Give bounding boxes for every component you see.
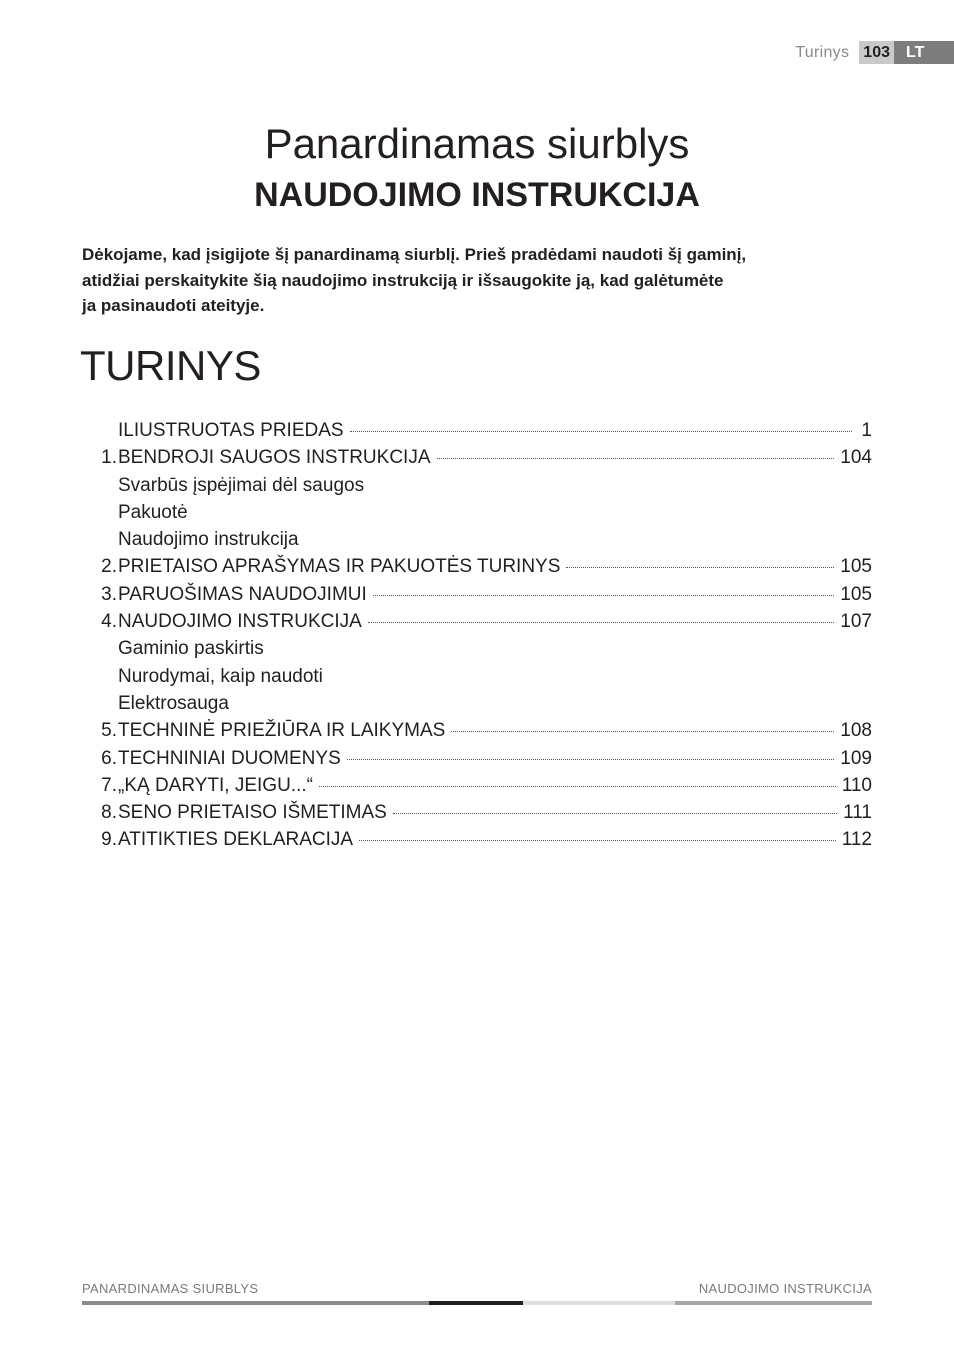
toc-entry-label: TECHNINIAI DUOMENYS: [118, 747, 341, 769]
toc-entry-page: 108: [840, 720, 872, 742]
page-header: [795, 41, 954, 64]
toc-dot-leader: [350, 431, 852, 432]
toc-entry-label: PRIETAISO APRAŠYMAS IR PAKUOTĖS TURINYS: [118, 556, 561, 578]
toc-entry: [82, 556, 872, 583]
toc-subentry: [82, 666, 872, 693]
intro-line: ja pasinaudoti ateityje.: [82, 296, 265, 315]
toc-entry-label: Svarbūs įspėjimai dėl saugos: [118, 474, 365, 496]
toc-entry-page: 110: [841, 774, 872, 796]
toc-dot-leader: [437, 458, 835, 459]
toc-entry-page: 111: [843, 802, 872, 824]
toc-entry-label: PARUOŠIMAS NAUDOJIMUI: [118, 583, 367, 605]
toc-entry-label: „KĄ DARYTI, JEIGU...“: [118, 774, 313, 796]
footer-rule-segment: [82, 1301, 429, 1305]
toc-entry-page: 112: [841, 829, 872, 851]
toc-entry-number: 3.: [101, 583, 117, 605]
toc-entry-label: ATITIKTIES DEKLARACIJA: [118, 829, 354, 851]
toc-entry-number: 9.: [101, 829, 117, 851]
toc-subentry: [82, 475, 872, 502]
footer-document-name: NAUDOJIMO INSTRUKCIJA: [698, 1281, 872, 1296]
toc-entry-number: 2.: [101, 556, 117, 578]
toc-dot-leader: [359, 840, 836, 841]
toc-entry-number: 5.: [101, 720, 117, 742]
toc-entry-label: Naudojimo instrukcija: [118, 529, 299, 551]
header-page-number: 103: [859, 41, 894, 64]
toc-subentry: [82, 502, 872, 529]
header-language-tab: LT: [894, 41, 954, 64]
toc-entry-page: 107: [840, 611, 872, 633]
footer-product-name: PANARDINAMAS SIURBLYS: [82, 1281, 259, 1296]
document-title: NAUDOJIMO INSTRUKCIJA: [254, 176, 700, 214]
toc-entry: [82, 775, 872, 802]
toc-entry-label: SENO PRIETAISO IŠMETIMAS: [118, 802, 387, 824]
toc-entry-page: 104: [840, 447, 872, 469]
toc-entry-page: 105: [840, 583, 872, 605]
toc-entry-number: 4.: [101, 611, 117, 633]
intro-paragraph: [82, 242, 872, 319]
toc-entry-label: NAUDOJIMO INSTRUKCIJA: [118, 611, 362, 633]
toc-dot-leader: [368, 622, 834, 623]
toc-heading: TURINYS: [80, 342, 261, 389]
toc-entry: [82, 748, 872, 775]
intro-line: Dėkojame, kad įsigijote šį panardinamą siurblį. Prieš pradėdami naudoti šį gaminį,: [82, 245, 747, 264]
toc-entry-label: BENDROJI SAUGOS INSTRUKCIJA: [118, 447, 431, 469]
toc-entry: [82, 611, 872, 638]
footer-rule-segment: [523, 1301, 675, 1305]
toc-dot-leader: [373, 595, 835, 596]
toc-entry-label: Pakuotė: [118, 501, 188, 523]
footer-rule-segment: [675, 1301, 872, 1305]
toc-entry: [82, 420, 872, 447]
toc-entry-number: 1.: [101, 447, 117, 469]
toc-dot-leader: [393, 813, 837, 814]
toc-dot-leader: [319, 786, 836, 787]
toc-entry-label: Gaminio paskirtis: [118, 638, 264, 660]
toc-subentry: [82, 529, 872, 556]
toc-entry-number: 6.: [101, 747, 117, 769]
table-of-contents: [82, 420, 872, 857]
toc-entry: [82, 802, 872, 829]
toc-dot-leader: [566, 567, 834, 568]
toc-entry-page: 109: [840, 747, 872, 769]
product-title: Panardinamas siurblys: [264, 120, 690, 167]
header-section-title: Turinys: [795, 43, 850, 61]
toc-entry-number: [82, 420, 118, 442]
toc-entry-number: 7.: [101, 774, 117, 796]
toc-entry: [82, 720, 872, 747]
toc-entry: [82, 829, 872, 856]
toc-dot-leader: [347, 759, 835, 760]
toc-entry-label: ILIUSTRUOTAS PRIEDAS: [118, 420, 344, 441]
toc-entry: [82, 447, 872, 474]
toc-entry-label: Nurodymai, kaip naudoti: [118, 665, 323, 687]
toc-entry-label: Elektrosauga: [118, 692, 229, 714]
toc-entry-number: 8.: [101, 802, 117, 824]
footer-rule: [82, 1301, 872, 1305]
toc-dot-leader: [451, 731, 834, 732]
toc-entry-page: 1: [861, 420, 872, 441]
toc-entry-page: 105: [840, 556, 872, 578]
footer-rule-segment: [429, 1301, 523, 1305]
intro-line: atidžiai perskaitykite šią naudojimo instrukciją ir išsaugokite ją, kad galėtumėte: [82, 270, 724, 290]
toc-subentry: [82, 693, 872, 720]
toc-subentry: [82, 638, 872, 665]
toc-entry-label: TECHNINĖ PRIEŽIŪRA IR LAIKYMAS: [118, 720, 446, 742]
toc-entry: [82, 584, 872, 611]
